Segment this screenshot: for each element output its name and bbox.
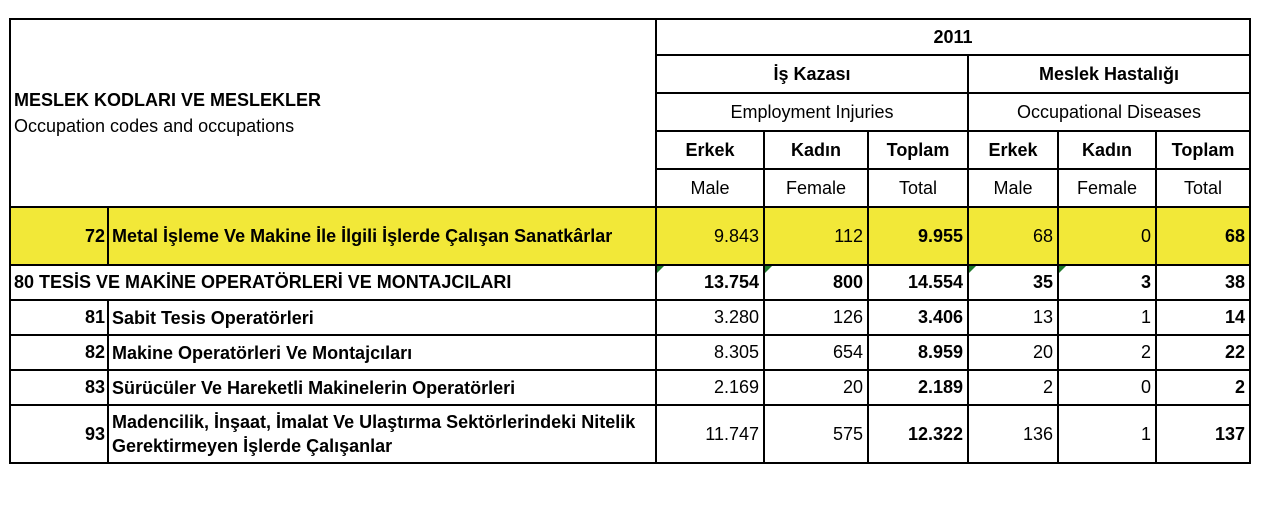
col-header: Kadın — [1058, 131, 1156, 169]
value-cell: 136 — [968, 405, 1058, 463]
occupation-code: 93 — [10, 405, 108, 463]
col-header: Kadın — [764, 131, 868, 169]
value-cell: 3.280 — [656, 300, 764, 335]
value-cell: 2 — [968, 370, 1058, 405]
value-cell: 8.959 — [868, 335, 968, 370]
value-cell: 14.554 — [868, 265, 968, 300]
table-row — [10, 300, 1250, 335]
col-header-en: Female — [1058, 169, 1156, 207]
value-cell: 0 — [1058, 207, 1156, 265]
table-row — [10, 405, 1250, 463]
value-cell: 68 — [1156, 207, 1250, 265]
value-cell: 1 — [1058, 405, 1156, 463]
value-cell: 112 — [764, 207, 868, 265]
value-cell: 9.843 — [656, 207, 764, 265]
occupation-code: 82 — [10, 335, 108, 370]
occupation-code: 72 — [10, 207, 108, 265]
col-header: Toplam — [1156, 131, 1250, 169]
value-cell: 575 — [764, 405, 868, 463]
value-cell: 14 — [1156, 300, 1250, 335]
value-cell: 0 — [1058, 370, 1156, 405]
col-header-en: Total — [1156, 169, 1250, 207]
statistics-table — [9, 18, 1251, 464]
value-cell: 1 — [1058, 300, 1156, 335]
title-cell — [10, 19, 656, 207]
value-cell: 11.747 — [656, 405, 764, 463]
injury-group-header-en: Employment Injuries — [656, 93, 968, 131]
value-cell: 654 — [764, 335, 868, 370]
table-subtitle: Occupation codes and occupations — [14, 116, 295, 136]
value-cell: 9.955 — [868, 207, 968, 265]
col-header: Toplam — [868, 131, 968, 169]
value-cell: 3 — [1058, 265, 1156, 300]
table-row — [10, 265, 1250, 300]
value-cell: 38 — [1156, 265, 1250, 300]
injury-group-header: İş Kazası — [656, 55, 968, 93]
value-cell: 2 — [1058, 335, 1156, 370]
value-cell: 22 — [1156, 335, 1250, 370]
value-cell: 800 — [764, 265, 868, 300]
value-cell: 35 — [968, 265, 1058, 300]
occupation-name: Makine Operatörleri Ve Montajcıları — [108, 335, 656, 370]
year-header: 2011 — [656, 19, 1250, 55]
value-cell: 2 — [1156, 370, 1250, 405]
col-header-en: Male — [656, 169, 764, 207]
col-header-en: Male — [968, 169, 1058, 207]
value-cell: 68 — [968, 207, 1058, 265]
value-cell: 137 — [1156, 405, 1250, 463]
occupation-name: Sürücüler Ve Hareketli Makinelerin Operatörleri — [108, 370, 656, 405]
table-row — [10, 370, 1250, 405]
table-row — [10, 207, 1250, 265]
col-header-en: Female — [764, 169, 868, 207]
value-cell: 20 — [764, 370, 868, 405]
value-cell: 2.189 — [868, 370, 968, 405]
col-header-en: Total — [868, 169, 968, 207]
occupation-name: Metal İşleme Ve Makine İle İlgili İşlerde Çalışan Sanatkârlar — [108, 207, 656, 265]
occupation-code: 83 — [10, 370, 108, 405]
occupation-name: Sabit Tesis Operatörleri — [108, 300, 656, 335]
col-header: Erkek — [968, 131, 1058, 169]
table-row — [10, 335, 1250, 370]
value-cell: 2.169 — [656, 370, 764, 405]
col-header: Erkek — [656, 131, 764, 169]
occupation-code: 81 — [10, 300, 108, 335]
category-name: 80 TESİS VE MAKİNE OPERATÖRLERİ VE MONTAJCILARI — [10, 265, 656, 300]
value-cell: 12.322 — [868, 405, 968, 463]
value-cell: 13 — [968, 300, 1058, 335]
value-cell: 126 — [764, 300, 868, 335]
occupation-name: Madencilik, İnşaat, İmalat Ve Ulaştırma Sektörlerindeki Nitelik Gerektirmeyen İşlerde Çalışanlar — [108, 405, 656, 463]
value-cell: 8.305 — [656, 335, 764, 370]
value-cell: 20 — [968, 335, 1058, 370]
value-cell: 3.406 — [868, 300, 968, 335]
value-cell: 13.754 — [656, 265, 764, 300]
table-title: MESLEK KODLARI VE MESLEKLER — [14, 90, 322, 110]
disease-group-header: Meslek Hastalığı — [968, 55, 1250, 93]
disease-group-header-en: Occupational Diseases — [968, 93, 1250, 131]
